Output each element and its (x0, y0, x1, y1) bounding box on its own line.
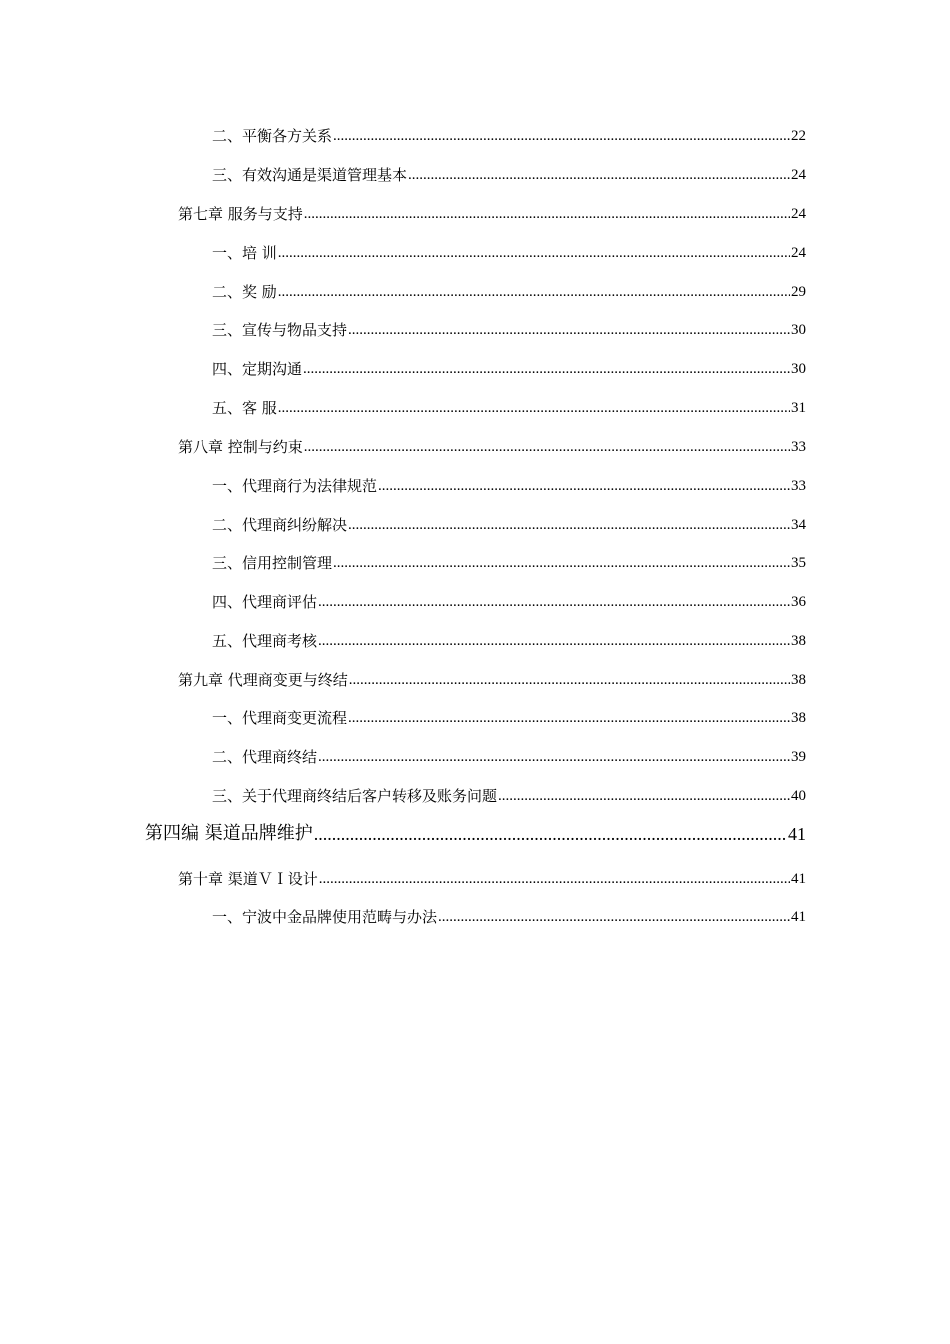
toc-entry-label: 第九章 代理商变更与终结 (178, 671, 348, 689)
toc-entry[interactable] (212, 907, 806, 927)
dot-leader (438, 907, 790, 927)
toc-entry-page: 38 (791, 672, 806, 688)
toc-chapter-entry[interactable] (178, 204, 806, 224)
toc-entry[interactable] (212, 243, 806, 263)
toc-entry[interactable] (212, 320, 806, 340)
dot-leader (278, 282, 790, 302)
toc-entry[interactable] (212, 708, 806, 728)
toc-entry-page: 41 (788, 824, 806, 844)
dot-leader (408, 165, 790, 185)
toc-entry-page: 36 (791, 594, 806, 610)
toc-chapter-entry[interactable] (178, 869, 806, 889)
dot-leader (349, 670, 790, 690)
toc-entry[interactable] (212, 282, 806, 302)
toc-entry-page: 30 (791, 322, 806, 338)
dot-leader (314, 822, 787, 846)
toc-entry[interactable] (212, 747, 806, 767)
toc-entry-label: 三、信用控制管理 (212, 554, 333, 572)
toc-entry-label: 二、奖 励 (212, 283, 277, 301)
dot-leader (303, 359, 790, 379)
dot-leader (348, 515, 790, 535)
toc-entry-label: 三、宣传与物品支持 (212, 321, 348, 339)
dot-leader (318, 631, 790, 651)
toc-entry[interactable] (212, 165, 806, 185)
toc-entry-page: 30 (791, 361, 806, 377)
toc-entry-label: 第七章 服务与支持 (178, 205, 303, 223)
toc-entry-label: 四、代理商评估 (212, 593, 318, 611)
dot-leader (304, 437, 790, 457)
dot-leader (304, 204, 790, 224)
dot-leader (378, 476, 790, 496)
toc-part-entry[interactable] (145, 822, 806, 846)
toc-entry-page: 38 (791, 710, 806, 726)
toc-entry-label: 五、代理商考核 (212, 632, 318, 650)
toc-entry-page: 39 (791, 749, 806, 765)
toc-entry[interactable] (212, 398, 806, 418)
toc-entry-label: 三、有效沟通是渠道管理基本 (212, 166, 408, 184)
toc-entry[interactable] (212, 592, 806, 612)
toc-entry-page: 24 (791, 167, 806, 183)
dot-leader (333, 126, 790, 146)
toc-entry-page: 41 (791, 909, 806, 925)
toc-entry-label: 四、定期沟通 (212, 360, 303, 378)
toc-entry-label: 第十章 渠道ＶＩ设计 (178, 870, 318, 888)
dot-leader (318, 592, 790, 612)
dot-leader (278, 243, 790, 263)
dot-leader (498, 786, 790, 806)
toc-chapter-entry[interactable] (178, 437, 806, 457)
toc-entry[interactable] (212, 476, 806, 496)
toc-entry[interactable] (212, 126, 806, 146)
toc-entry-label: 一、培 训 (212, 244, 277, 262)
dot-leader (278, 398, 790, 418)
toc-entry-page: 31 (791, 400, 806, 416)
toc-entry[interactable] (212, 786, 806, 806)
toc-entry-label: 五、客 服 (212, 399, 277, 417)
toc-entry-label: 第八章 控制与约束 (178, 438, 303, 456)
toc-entry-label: 二、代理商纠纷解决 (212, 516, 348, 534)
dot-leader (348, 320, 790, 340)
toc-entry-label: 第四编 渠道品牌维护 (145, 823, 313, 844)
toc-entry-page: 33 (791, 478, 806, 494)
toc-chapter-entry[interactable] (178, 670, 806, 690)
toc-entry-label: 二、平衡各方关系 (212, 127, 333, 145)
toc-entry-label: 一、宁波中金品牌使用范畴与办法 (212, 908, 438, 926)
dot-leader (318, 747, 790, 767)
toc-entry-page: 40 (791, 788, 806, 804)
dot-leader (319, 869, 790, 889)
toc-entry[interactable] (212, 553, 806, 573)
toc-entry[interactable] (212, 631, 806, 651)
dot-leader (333, 553, 790, 573)
toc-entry-page: 38 (791, 633, 806, 649)
toc-entry-page: 35 (791, 555, 806, 571)
toc-entry-page: 24 (791, 206, 806, 222)
toc-entry-page: 22 (791, 128, 806, 144)
toc-entry-label: 三、关于代理商终结后客户转移及账务问题 (212, 787, 498, 805)
toc-entry-page: 41 (791, 871, 806, 887)
toc-entry-page: 33 (791, 439, 806, 455)
toc-entry-page: 34 (791, 517, 806, 533)
toc-entry-label: 一、代理商变更流程 (212, 709, 348, 727)
toc-entry-page: 29 (791, 284, 806, 300)
toc-entry-label: 二、代理商终结 (212, 748, 318, 766)
toc-entry[interactable] (212, 515, 806, 535)
toc-entry-page: 24 (791, 245, 806, 261)
toc-entry-label: 一、代理商行为法律规范 (212, 477, 378, 495)
toc-entry[interactable] (212, 359, 806, 379)
dot-leader (348, 708, 790, 728)
